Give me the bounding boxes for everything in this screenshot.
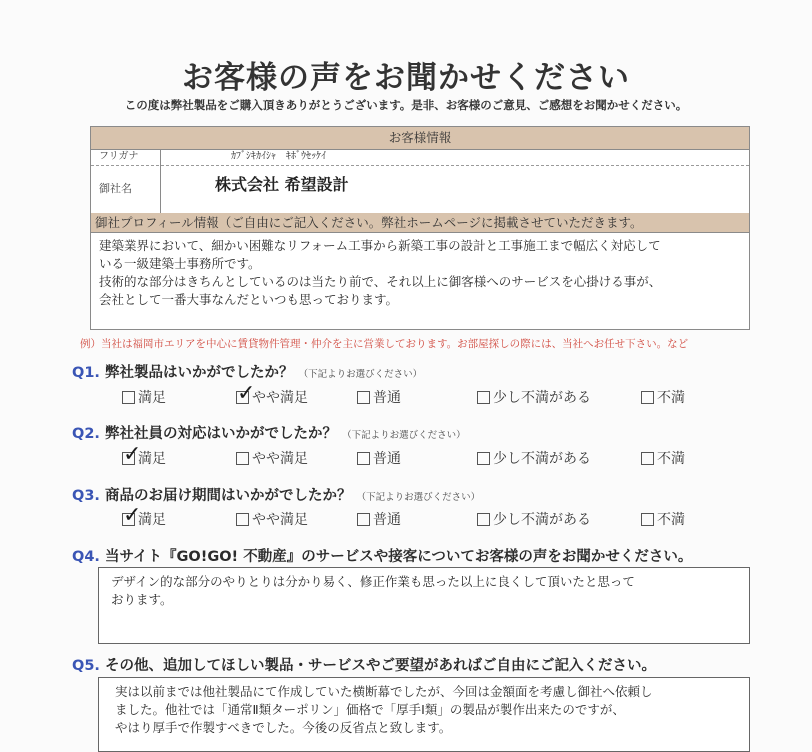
question-number: Q2. [72, 426, 100, 442]
question-1-options [0, 381, 812, 409]
checkbox[interactable] [641, 513, 654, 526]
option-somewhat-satisfied[interactable]: ✓ やや満足 [237, 381, 308, 406]
question-subtext: （下記よりお選びください） [356, 492, 481, 503]
option-somewhat-dissatisfied[interactable]: 少し不満がある [477, 448, 591, 468]
furigana-value[interactable]: ｶﾌﾞｼｷｶｲｼｬ ｷﾎﾞｳｾｯｹｲ [231, 151, 326, 162]
question-5-title [72, 654, 656, 675]
checkbox[interactable] [357, 452, 370, 465]
checkbox[interactable] [477, 391, 490, 404]
answer-line: 実は以前までは他社製品にて作成していた横断幕でしたが、今回は金額面を考慮し御社へ依頼し [115, 684, 653, 699]
option-somewhat-satisfied[interactable]: やや満足 [236, 448, 308, 468]
question-4-title [72, 545, 692, 566]
option-dissatisfied[interactable]: 不満 [641, 509, 685, 529]
question-3-title [72, 484, 480, 505]
furigana-row [91, 149, 749, 166]
profile-line: 会社として一番大事なんだといつも思っております。 [99, 292, 399, 307]
checkbox[interactable] [122, 391, 135, 404]
company-value[interactable]: 株式会社 希望設計 [215, 175, 349, 194]
profile-line: 建築業界において、細かい困難なリフォーム工事から新築工事の設計と工事施工まで幅広く対応して [99, 238, 661, 253]
checkbox[interactable] [122, 442, 142, 467]
checkbox[interactable] [357, 513, 370, 526]
question-number: Q1. [72, 365, 100, 381]
option-satisfied[interactable]: 満足 [122, 387, 166, 407]
company-label: 御社名 [91, 165, 161, 213]
profile-header: 御社プロフィール情報（ご自由にご記入ください。弊社ホームページに掲載させていただきます。 [91, 213, 749, 233]
checkbox[interactable] [477, 513, 490, 526]
profile-line: いる一級建築士事務所です。 [99, 256, 261, 271]
question-number: Q5. [72, 658, 100, 674]
checkbox[interactable] [357, 391, 370, 404]
question-number: Q3. [72, 488, 100, 504]
question-subtext: （下記よりお選びください） [298, 369, 423, 380]
option-satisfied[interactable]: ✓ 満足 [123, 503, 166, 528]
profile-line: 技術的な部分はきちんとしているのは当たり前で、それ以上に御客様へのサービスを心掛ける事が、 [99, 274, 662, 289]
option-somewhat-dissatisfied[interactable]: 少し不満がある [477, 509, 591, 529]
question-text: 弊社社員の対応はいかがでしたか？ [105, 426, 337, 442]
company-row [91, 165, 749, 214]
question-3-options [0, 503, 812, 531]
option-dissatisfied[interactable]: 不満 [641, 387, 685, 407]
question-text: 弊社製品はいかがでしたか？ [105, 365, 294, 381]
furigana-label: フリガナ [91, 149, 161, 165]
question-text: 当サイト『GO!GO! 不動産』のサービスや接客についてお客様の声をお聞かせください。 [105, 549, 693, 565]
answer-line: デザイン的な部分のやりとりは分かり易く、修正作業も思った以上に良くして頂いたと思って [111, 574, 635, 589]
customer-info-section [90, 126, 750, 330]
answer-line: ました。他社では「通常Ⅱ類ターポリン」価格で「厚手Ⅰ類」の製品が製作出来たのですが、 [115, 702, 625, 717]
answer-4-textarea[interactable] [98, 567, 750, 644]
check-mark-icon: ✓ [237, 381, 256, 406]
question-number: Q4. [72, 549, 100, 565]
customer-info-header: お客様情報 [91, 127, 749, 150]
intro-text: この度は弊社製品をご購入頂きありがとうございます。是非、お客様のご意見、ご感想をお聞かせください。 [124, 98, 688, 112]
answer-5-textarea[interactable] [98, 677, 750, 752]
example-note: 例）当社は福岡市エリアを中心に賃貸物件管理・仲介を主に営業しております。お部屋探しの際には、当社へお任せ下さい。など [80, 338, 689, 350]
option-satisfied[interactable]: ✓ 満足 [123, 442, 166, 467]
check-mark-icon: ✓ [123, 442, 142, 467]
option-neutral[interactable]: 普通 [357, 509, 401, 529]
checkbox[interactable] [236, 513, 249, 526]
checkbox[interactable] [477, 452, 490, 465]
check-mark-icon: ✓ [123, 503, 142, 528]
profile-text-area[interactable] [99, 237, 739, 309]
question-text: その他、追加してほしい製品・サービスやご要望があればご自由にご記入ください。 [105, 658, 656, 674]
page-title: お客様の声をお聞かせください [182, 60, 630, 96]
checkbox[interactable] [641, 452, 654, 465]
checkbox[interactable] [122, 503, 142, 528]
question-subtext: （下記よりお選びください） [342, 430, 466, 441]
option-somewhat-dissatisfied[interactable]: 少し不満がある [477, 387, 591, 407]
option-neutral[interactable]: 普通 [357, 448, 401, 468]
question-2-options [0, 442, 812, 470]
option-somewhat-satisfied[interactable]: やや満足 [236, 509, 308, 529]
question-1-title [72, 361, 422, 382]
option-dissatisfied[interactable]: 不満 [641, 448, 685, 468]
question-text: 商品のお届け期間はいかがでしたか？ [105, 488, 352, 504]
question-2-title [72, 422, 466, 443]
checkbox[interactable] [641, 391, 654, 404]
checkbox[interactable] [236, 381, 256, 406]
option-neutral[interactable]: 普通 [357, 387, 401, 407]
checkbox[interactable] [236, 452, 249, 465]
answer-line: おります。 [111, 592, 173, 607]
answer-line: やはり厚手で作製すべきでした。今後の反省点と致します。 [115, 720, 452, 735]
